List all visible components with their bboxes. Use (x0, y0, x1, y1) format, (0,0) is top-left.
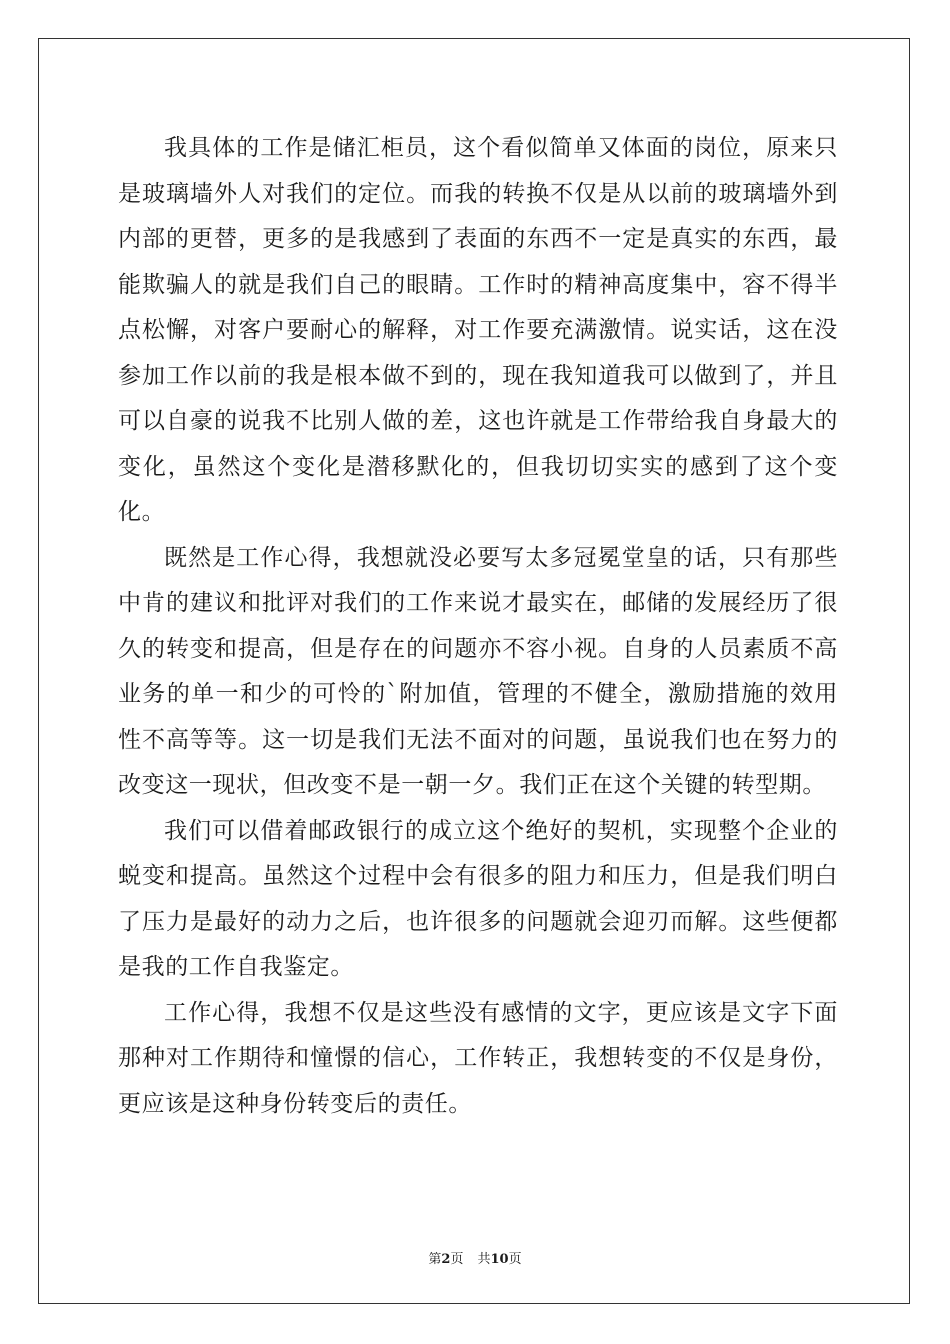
document-body (118, 126, 838, 1127)
total-prefix: 共 (477, 1252, 491, 1267)
page-prefix: 第 (428, 1252, 442, 1267)
paragraph-1: 我具体的工作是储汇柜员，这个看似简单又体面的岗位，原来只是玻璃墙外人对我们的定位。而我的转换不仅是从以前的玻璃墙外到内部的更替，更多的是我感到了表面的东西不一定是真实的东西，最能欺骗人的就是我们自己的眼睛。工作时的精神高度集中，容不得半点松懈，对客户要耐心的解释，对工作要充满激情。说实话，这在没参加工作以前的我是根本做不到的，现在我知道我可以做到了，并且可以自豪的说我不比别人做的差，这也许就是工作带给我自身最大的变化，虽然这个变化是潜移默化的，但我切切实实的感到了这个变化。 (118, 135, 838, 525)
paragraph-3: 我们可以借着邮政银行的成立这个绝好的契机，实现整个企业的蜕变和提高。虽然这个过程中会有很多的阻力和压力，但是我们明白了压力是最好的动力之后，也许很多的问题就会迎刃而解。这些便都是我的工作自我鉴定。 (118, 817, 838, 980)
paragraph-4: 工作心得，我想不仅是这些没有感情的文字，更应该是文字下面那种对工作期待和憧憬的信心，工作转正，我想转变的不仅是身份，更应该是这种身份转变后的责任。 (118, 999, 838, 1117)
page-number: 2 (441, 1252, 451, 1267)
total-suffix: 页 (508, 1252, 522, 1267)
total-pages: 10 (490, 1252, 509, 1267)
page-footer (0, 1248, 950, 1267)
page-suffix: 页 (450, 1252, 464, 1267)
paragraph-2: 既然是工作心得，我想就没必要写太多冠冕堂皇的话，只有那些中肯的建议和批评对我们的工作来说才最实在，邮储的发展经历了很久的转变和提高，但是存在的问题亦不容小视。自身的人员素质不高业务的单一和少的可怜的`附加值，管理的不健全，激励措施的效用性不高等等。这一切是我们无法不面对的问题，虽说我们也在努力的改变这一现状，但改变不是一朝一夕。我们正在这个关键的转型期。 (118, 544, 838, 798)
